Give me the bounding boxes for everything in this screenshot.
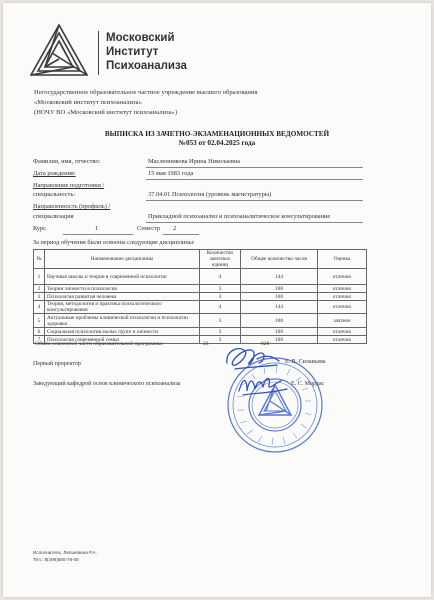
row-grade: отлично: [318, 293, 367, 301]
row-units: 3: [200, 314, 241, 328]
direction-label-2: специальность:: [33, 191, 76, 198]
grades-table: [33, 249, 367, 344]
row-discipline: Актуальные проблемы клинической психологии и психологии здоровья: [45, 314, 200, 328]
profile-label-row: [33, 201, 363, 211]
name-value: Масленникова Ирина Николаевна: [148, 158, 241, 165]
col-discipline-header: Наименование дисциплины: [45, 250, 200, 269]
direction-row: [33, 189, 363, 201]
row-discipline: Теория, методология и практика психологического консультирования: [45, 301, 200, 314]
row-hours: 108: [241, 285, 318, 293]
profile-label-2: специализация: [33, 213, 74, 220]
row-hours: 108: [241, 336, 318, 344]
row-grade: отлично: [318, 336, 367, 344]
row-number: 6: [34, 328, 45, 336]
org-line-3: (НОЧУ ВО «Московский институт психоанализа»): [34, 109, 178, 116]
document-title: ВЫПИСКА ИЗ ЗАЧЕТНО-ЭКЗАМЕНАЦИОННЫХ ВЕДОМОСТЕЙ: [104, 130, 330, 138]
executor-text: Исполнитель: Липшевина Р.А.: [33, 550, 97, 555]
row-grade: отлично: [318, 328, 367, 336]
table-row: [34, 285, 367, 293]
row-discipline: Психология современной семьи: [45, 336, 200, 344]
row-discipline: Социальная психология малых групп и личности: [45, 328, 200, 336]
rector-signature: [221, 341, 283, 375]
row-units: 3: [200, 336, 241, 344]
row-discipline: Научные школы и теории в современной психологии: [45, 269, 200, 285]
org-line-2: «Московский институт психоанализа»: [34, 99, 142, 106]
col-hours-header: Общее количество часов: [241, 250, 318, 269]
head-title: Заведующий кафедрой основ клинического психоанализа: [33, 381, 181, 387]
table-row: [34, 269, 367, 285]
col-units-header: Количество зачетных единиц: [200, 250, 241, 269]
institute-name-line-1: Московский: [106, 32, 175, 44]
institute-name-line-3: Психоанализа: [106, 60, 187, 72]
col-number-header: №: [34, 250, 45, 269]
direction-label-1: Направление подготовки /: [33, 182, 105, 189]
table-row: [34, 328, 367, 336]
semester-label: Семестр: [137, 225, 161, 232]
row-number: 1: [34, 269, 45, 285]
row-number: 4: [34, 301, 45, 314]
footer: [33, 549, 97, 563]
row-grade: зачтено: [318, 314, 367, 328]
table-header-row: [34, 250, 367, 269]
row-grade: отлично: [318, 301, 367, 314]
row-hours: 108: [241, 293, 318, 301]
row-units: 3: [200, 328, 241, 336]
profile-value: Прикладной психоанализ и психоаналитическое консультирование: [148, 213, 331, 220]
triangle-knot-logo-icon: [29, 23, 89, 77]
period-text: За период обучения были освоены следующие дисциплины:: [33, 239, 195, 246]
profile-label-1: Направленность (профиль) /: [33, 203, 111, 210]
rector-title: Первый проректор: [33, 361, 81, 367]
institute-name: [106, 31, 187, 73]
phone-text: Тел.: 8(499)580-78-06: [33, 557, 79, 562]
profile-row: [33, 211, 363, 223]
logo-divider: [98, 31, 99, 75]
row-discipline: Психология развития человека: [45, 293, 200, 301]
total-units: 23: [203, 341, 209, 347]
document-subtitle: №053 от 02.04.2025 года: [178, 139, 256, 147]
row-hours: 144: [241, 269, 318, 285]
birth-row: [33, 168, 363, 180]
col-grade-header: Оценка: [318, 250, 367, 269]
row-grade: отлично: [318, 269, 367, 285]
row-discipline: Теории личности в психологии: [45, 285, 200, 293]
course-label: Курс: [33, 225, 47, 232]
direction-label-row: [33, 180, 363, 189]
head-name: Е. С. Мордас: [291, 381, 325, 387]
row-grade: отлично: [318, 285, 367, 293]
name-label: Фамилия, имя, отчество:: [33, 158, 101, 165]
row-number: 2: [34, 285, 45, 293]
org-line-1: Негосударственное образовательное частное учреждение высшего образования: [34, 89, 258, 96]
birth-value: 15 мая 1983 года: [148, 170, 194, 177]
document-page: [3, 3, 431, 597]
direction-value: 37.04.01 Психология (уровень магистратуры): [148, 191, 272, 198]
total-label: Объем освоенной части образовательной программы:: [35, 341, 164, 347]
table-row: [34, 293, 367, 301]
row-hours: 108: [241, 314, 318, 328]
table-row: [34, 314, 367, 328]
semester-value: 2: [173, 225, 177, 232]
student-info: [33, 156, 363, 235]
birth-label: Дата рождения:: [33, 170, 76, 177]
total-hours: 828: [261, 341, 270, 347]
table-row: [34, 301, 367, 314]
row-number: 5: [34, 314, 45, 328]
rector-name: Е. В. Силаньева: [285, 359, 326, 365]
course-value: 1: [95, 225, 99, 232]
row-hours: 108: [241, 328, 318, 336]
row-number: 3: [34, 293, 45, 301]
row-units: 4: [200, 269, 241, 285]
row-number: 7: [34, 336, 45, 344]
organization-header: [34, 88, 258, 118]
row-hours: 144: [241, 301, 318, 314]
name-row: [33, 156, 363, 168]
institute-name-line-2: Институт: [106, 46, 159, 58]
row-units: 3: [200, 293, 241, 301]
row-units: 4: [200, 301, 241, 314]
row-units: 3: [200, 285, 241, 293]
head-signature: [235, 371, 291, 399]
course-row: [33, 223, 363, 235]
